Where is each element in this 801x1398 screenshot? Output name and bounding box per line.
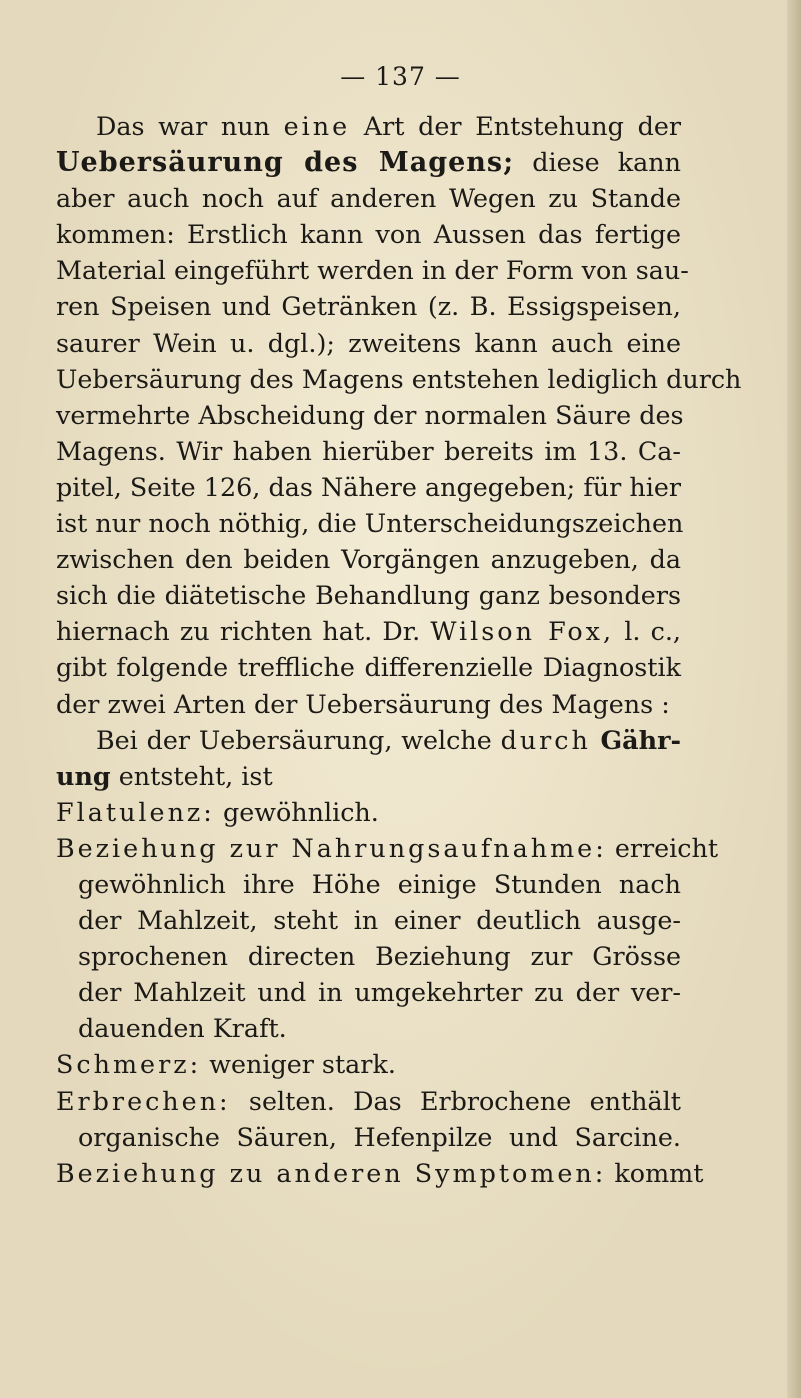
entry-term: Beziehung zu anderen Symptomen: [56, 1157, 607, 1188]
text-line: ist nur noch nöthig, die Unterscheidungszeichen [56, 508, 684, 539]
emphasis-eine: eine [283, 111, 351, 141]
entry-erbrechen: Erbrechen: selten. Das Erbrochene enthält [56, 1085, 681, 1116]
entry-continuation: dauenden Kraft. [78, 1013, 287, 1044]
text-line: der zwei Arten der Uebersäurung des Magens : [56, 688, 670, 719]
entry-flatulenz: Flatulenz: gewöhnlich. [56, 796, 379, 827]
heading-uebersaeurung: Uebersäurung des Magens; [56, 147, 515, 179]
body-text [56, 108, 742, 1191]
emphasis-gaehrung: Gähr- [590, 724, 682, 755]
entry-continuation: der Mahlzeit und in umgekehrter zu der ver- [78, 977, 681, 1008]
text-line: Material eingeführt werden in der Form von sau- [56, 255, 689, 286]
author-name: Wilson Fox, [430, 616, 615, 647]
page-number: — 137 — [340, 62, 461, 91]
text-line: Magens. Wir haben hierüber bereits im 13. Ca- [56, 435, 681, 466]
page-binding-edge [787, 0, 801, 1398]
entry-term: Beziehung zur Nahrungsaufnahme: [56, 832, 607, 863]
text-line: ren Speisen und Getränken (z. B. Essigspeisen, [56, 291, 681, 322]
text-line: Bei der Uebersäurung, welche durch Gähr- [96, 724, 682, 755]
entry-beziehung-symptome: Beziehung zu anderen Symptomen: kommt [56, 1157, 704, 1188]
text-line: gibt folgende treffliche differenzielle Diagnostik [56, 652, 681, 683]
entry-continuation: der Mahlzeit, steht in einer deutlich ausge- [78, 905, 681, 936]
text-line: Uebersäurung des Magens; diese kann [56, 147, 681, 179]
text-line: kommen: Erstlich kann von Aussen das fertige [56, 219, 681, 250]
entry-continuation: organische Säuren, Hefenpilze und Sarcine. [78, 1121, 681, 1152]
text-line: Das war nun eine Art der Entstehung der [96, 111, 681, 141]
text-line: pitel, Seite 126, das Nähere angegeben; für hier [56, 471, 681, 502]
entry-continuation: sprochenen directen Beziehung zur Grösse [78, 941, 681, 972]
entry-beziehung-nahrung: Beziehung zur Nahrungsaufnahme: erreicht [56, 832, 719, 863]
entry-term: Erbrechen: [56, 1085, 231, 1116]
text-line: zwischen den beiden Vorgängen anzugeben, da [56, 544, 681, 575]
entry-term: Flatulenz: [56, 796, 215, 827]
text-line: hiernach zu richten hat. Dr. Wilson Fox, l. c., [56, 616, 681, 647]
text-line: aber auch noch auf anderen Wegen zu Stande [56, 183, 681, 214]
entry-term: Schmerz: [56, 1049, 202, 1080]
entry-continuation: gewöhnlich ihre Höhe einige Stunden nach [78, 868, 681, 899]
text-line: vermehrte Abscheidung der normalen Säure des [56, 399, 684, 430]
entry-schmerz: Schmerz: weniger stark. [56, 1049, 396, 1080]
text-line: sich die diätetische Behandlung ganz besonders [56, 580, 681, 611]
emphasis-durch: durch [500, 724, 591, 755]
text-line: ung entsteht, ist [56, 760, 273, 791]
text-line: saurer Wein u. dgl.); zweitens kann auch eine [56, 327, 681, 358]
text-line: Uebersäurung des Magens entstehen lediglich durch [56, 363, 742, 394]
emphasis-gaehrung-cont: ung [56, 760, 111, 791]
